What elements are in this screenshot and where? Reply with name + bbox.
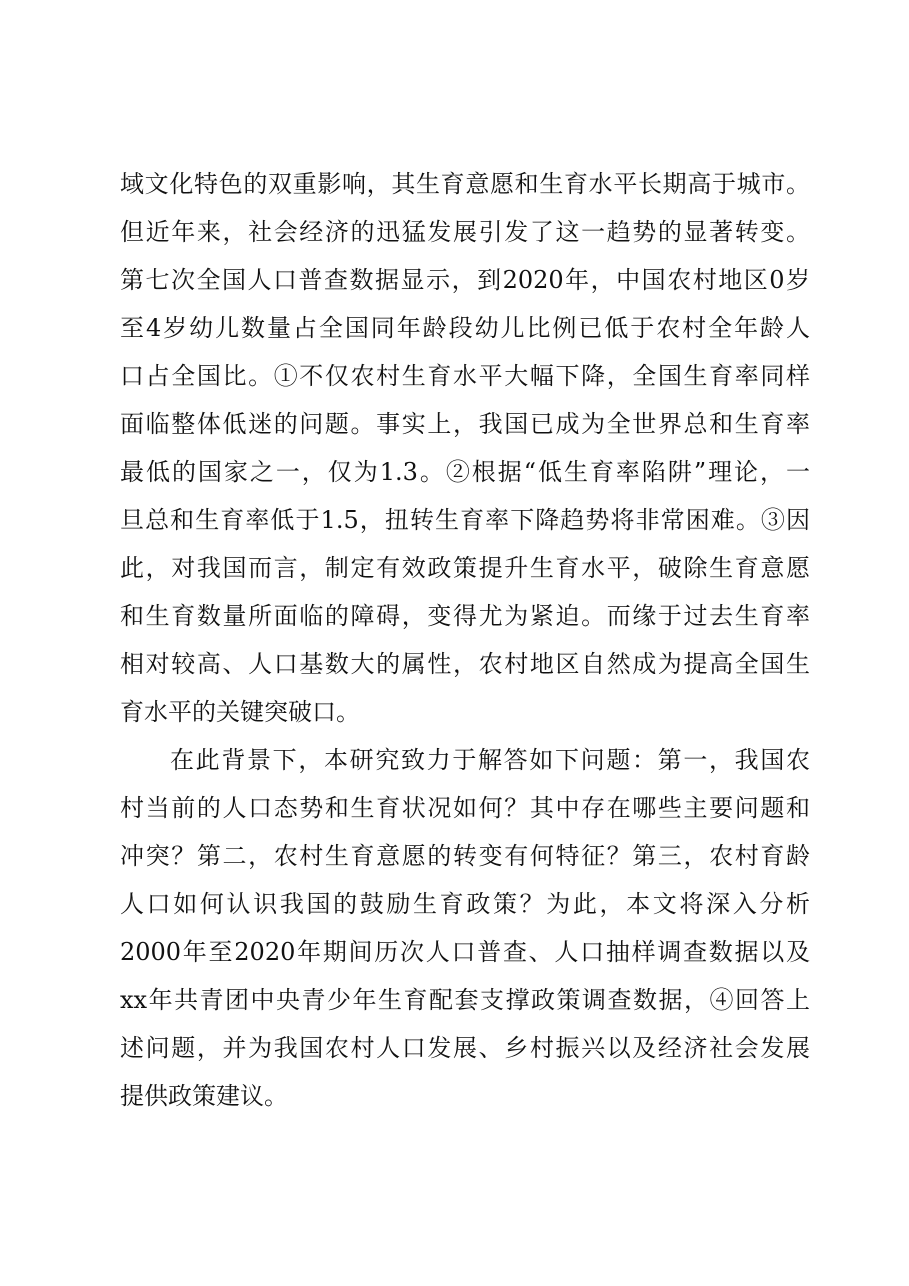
text-line: xx年共青团中央青少年生育配套支撑政策调查数据，④回答上 bbox=[120, 986, 810, 1014]
text-line: 旦总和生育率低于1.5，扭转生育率下降趋势将非常困难。③因 bbox=[120, 506, 810, 534]
text-line: 至4岁幼儿数量占全国同年龄段幼儿比例已低于农村全年龄人 bbox=[120, 314, 810, 342]
text-line: 第七次全国人口普查数据显示，到2020年，中国农村地区0岁 bbox=[120, 266, 810, 294]
text-line: 述问题，并为我国农村人口发展、乡村振兴以及经济社会发展 bbox=[120, 1034, 810, 1062]
text-line: 域文化特色的双重影响，其生育意愿和生育水平长期高于城市。 bbox=[120, 170, 810, 198]
body-text bbox=[120, 160, 810, 1120]
text-line: 2000年至2020年期间历次人口普查、人口抽样调查数据以及 bbox=[120, 938, 810, 966]
text-line: 面临整体低迷的问题。事实上，我国已成为全世界总和生育率 bbox=[120, 410, 810, 438]
text-line: 人口如何认识我国的鼓励生育政策？为此，本文将深入分析 bbox=[120, 890, 810, 918]
text-line: 在此背景下，本研究致力于解答如下问题：第一，我国农 bbox=[170, 746, 810, 774]
text-line: 冲突？第二，农村生育意愿的转变有何特征？第三，农村育龄 bbox=[120, 842, 810, 870]
paragraph-2 bbox=[120, 736, 810, 1120]
text-line: 提供政策建议。 bbox=[120, 1082, 288, 1110]
text-line: 但近年来，社会经济的迅猛发展引发了这一趋势的显著转变。 bbox=[120, 218, 810, 246]
text-line: 此，对我国而言，制定有效政策提升生育水平，破除生育意愿 bbox=[120, 554, 810, 582]
paragraph-1 bbox=[120, 160, 810, 736]
text-line: 最低的国家之一，仅为1.3。②根据“低生育率陷阱”理论，一 bbox=[120, 458, 810, 486]
text-line: 育水平的关键突破口。 bbox=[120, 698, 360, 726]
text-line: 和生育数量所面临的障碍，变得尤为紧迫。而缘于过去生育率 bbox=[120, 602, 810, 630]
text-line: 村当前的人口态势和生育状况如何？其中存在哪些主要问题和 bbox=[120, 794, 810, 822]
text-line: 相对较高、人口基数大的属性，农村地区自然成为提高全国生 bbox=[120, 650, 810, 678]
text-line: 口占全国比。①不仅农村生育水平大幅下降，全国生育率同样 bbox=[120, 362, 810, 390]
